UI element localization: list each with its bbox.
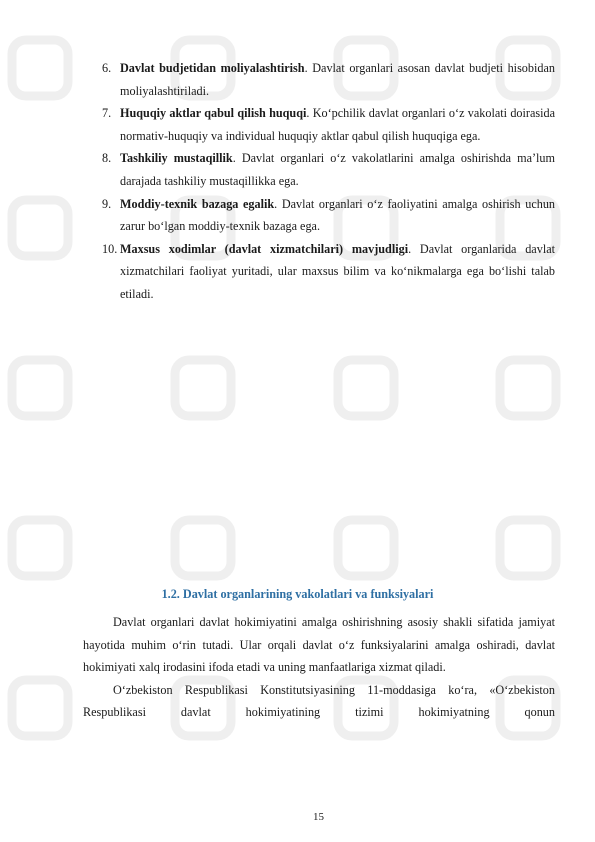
paragraph: O‘zbekiston Respublikasi Konstitutsiyasining 11-moddasiga ko‘ra, «O‘zbekiston Respublikasi davlat hokimiyatining tizimi hokimiyatning qonun (83, 682, 555, 720)
list-item (102, 147, 555, 192)
list-item (102, 238, 555, 306)
list-item-number: 7. (102, 106, 112, 121)
section-heading: 1.2. Davlat organlarining vakolatlari va funksiyalari (161, 587, 434, 601)
list-item-text (120, 238, 555, 306)
list-item-text (120, 102, 555, 147)
criteria-list (102, 57, 555, 306)
paragraph: Davlat organlari davlat hokimiyatini amalga oshirishning asosiy shakli sifatida jamiyat hayotida muhim o‘rin tutadi. Ular orqali davlat o‘z funksiyalarini amalga oshiradi, davlat hokimiyati xalq irodasini ifoda etadi va uning manfaatlariga xizmat qiladi. (83, 615, 555, 675)
list-item-text (120, 147, 555, 192)
list-item-title: Davlat budjetidan moliyalashtirish (120, 61, 305, 75)
page-number: 15 (313, 811, 324, 823)
list-item (102, 102, 555, 147)
list-item (102, 193, 555, 238)
list-item-title: Huquqiy aktlar qabul qilish huquqi (120, 106, 307, 121)
list-item-text (120, 57, 555, 102)
list-item-number: 10. (102, 241, 118, 256)
list-item (102, 57, 555, 102)
list-item-number: 9. (102, 196, 112, 211)
list-item-number: 6. (102, 61, 112, 75)
list-item-body: . Ko‘pchilik davlat organlari o‘z vakolati doirasida normativ-huquqiy va individual huquqiy aktlar qabul qilish huquqiga ega. (120, 106, 555, 143)
list-item-body: . Davlat organlarida davlat xizmatchilari faoliyat yuritadi, ular maxsus bilim va ko‘nikmalarga ega bo‘lishi talab etiladi. (120, 241, 555, 301)
list-item-number: 8. (102, 151, 112, 166)
list-item-body: . Davlat organlari o‘z faoliyatini amalga oshirish uchun zarur bo‘lgan moddiy-texnik bazaga ega. (120, 196, 556, 234)
section-body (83, 611, 555, 724)
list-item-body: . Davlat organlari o‘z vakolatlarini amalga oshirishda ma’lum darajada tashkiliy mustaqillikka ega. (120, 151, 555, 188)
list-item-body: . Davlat organlari asosan davlat budjeti hisobidan moliyalashtiriladi. (120, 61, 555, 98)
list-item-title: Tashkiliy mustaqillik (120, 151, 233, 166)
list-item-title: Moddiy-texnik bazaga egalik (120, 196, 275, 211)
list-item-title: Maxsus xodimlar (davlat xizmatchilari) mavjudligi (120, 241, 409, 256)
list-item-text (120, 193, 555, 238)
